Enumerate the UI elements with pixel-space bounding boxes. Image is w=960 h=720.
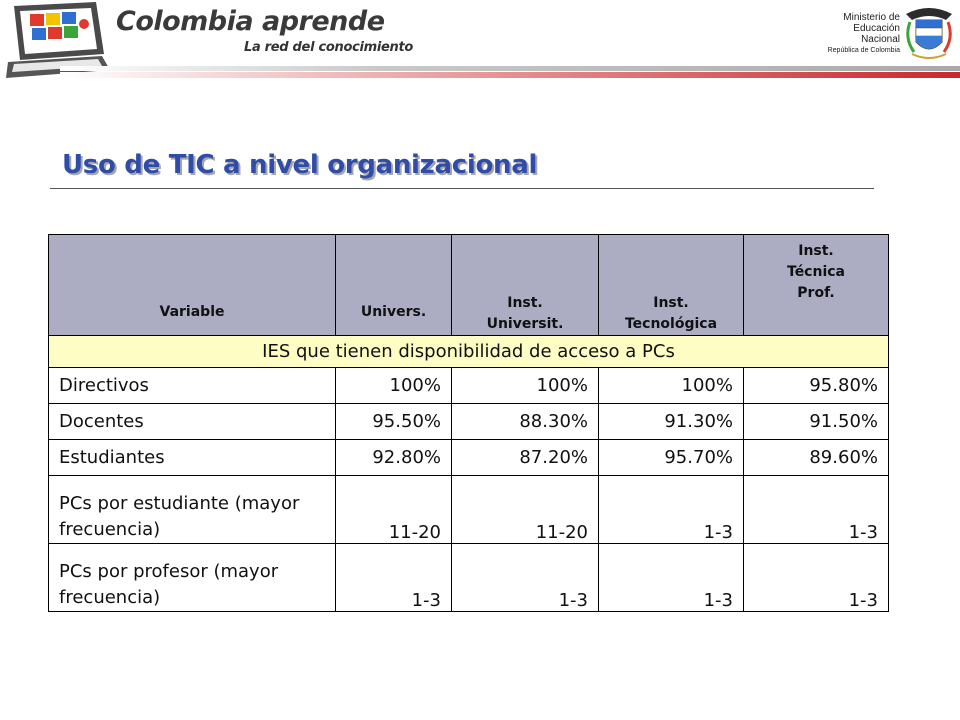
row-label: Estudiantes [49, 440, 336, 476]
column-header: Variable [49, 235, 336, 336]
ministry-line: Educación [853, 23, 900, 34]
header-gradient-band [60, 66, 960, 78]
table-cell: 92.80% [336, 440, 452, 476]
table-cell: 1-3 [336, 544, 452, 612]
table-cell: 91.30% [599, 404, 744, 440]
row-label: PCs por estudiante (mayor frecuencia) [49, 476, 336, 544]
data-table [48, 234, 889, 612]
table-cell: 1-3 [599, 476, 744, 544]
table-cell: 95.70% [599, 440, 744, 476]
table-cell: 95.80% [744, 368, 889, 404]
ministry-line: Nacional [861, 34, 900, 45]
section-row [49, 336, 889, 368]
table-cell: 1-3 [599, 544, 744, 612]
table-cell: 11-20 [452, 476, 599, 544]
table-cell: 100% [452, 368, 599, 404]
row-label: Directivos [49, 368, 336, 404]
table-cell: 87.20% [452, 440, 599, 476]
title-underline [50, 188, 874, 189]
table-row [49, 440, 889, 476]
column-header: Inst. Técnica Prof. [744, 235, 889, 336]
table-header-row [49, 235, 889, 336]
slide-title: Uso de TIC a nivel organizacional [62, 150, 538, 180]
column-header: Inst. Tecnológica [599, 235, 744, 336]
section-label: IES que tienen disponibilidad de acceso a PCs [49, 336, 889, 368]
table-cell: 89.60% [744, 440, 889, 476]
table-row [49, 368, 889, 404]
table-cell: 1-3 [744, 544, 889, 612]
table-cell: 11-20 [336, 476, 452, 544]
table-cell: 1-3 [744, 476, 889, 544]
header [0, 0, 960, 84]
ministry-line-country: República de Colombia [827, 47, 900, 54]
column-header: Univers. [336, 235, 452, 336]
row-label: Docentes [49, 404, 336, 440]
column-header: Inst. Universit. [452, 235, 599, 336]
table-cell: 100% [599, 368, 744, 404]
table-cell: 100% [336, 368, 452, 404]
table-cell: 91.50% [744, 404, 889, 440]
brand-tagline: La red del conocimiento [244, 40, 414, 55]
table-row [49, 476, 889, 544]
brand-title: Colombia aprende [116, 6, 385, 37]
table-cell: 88.30% [452, 404, 599, 440]
table-row [49, 404, 889, 440]
table-cell: 95.50% [336, 404, 452, 440]
ministry-line: Ministerio de [843, 12, 900, 23]
table-row [49, 544, 889, 612]
table-cell: 1-3 [452, 544, 599, 612]
coat-of-arms-icon [902, 4, 956, 62]
ministry-label [818, 12, 900, 56]
row-label: PCs por profesor (mayor frecuencia) [49, 544, 336, 612]
